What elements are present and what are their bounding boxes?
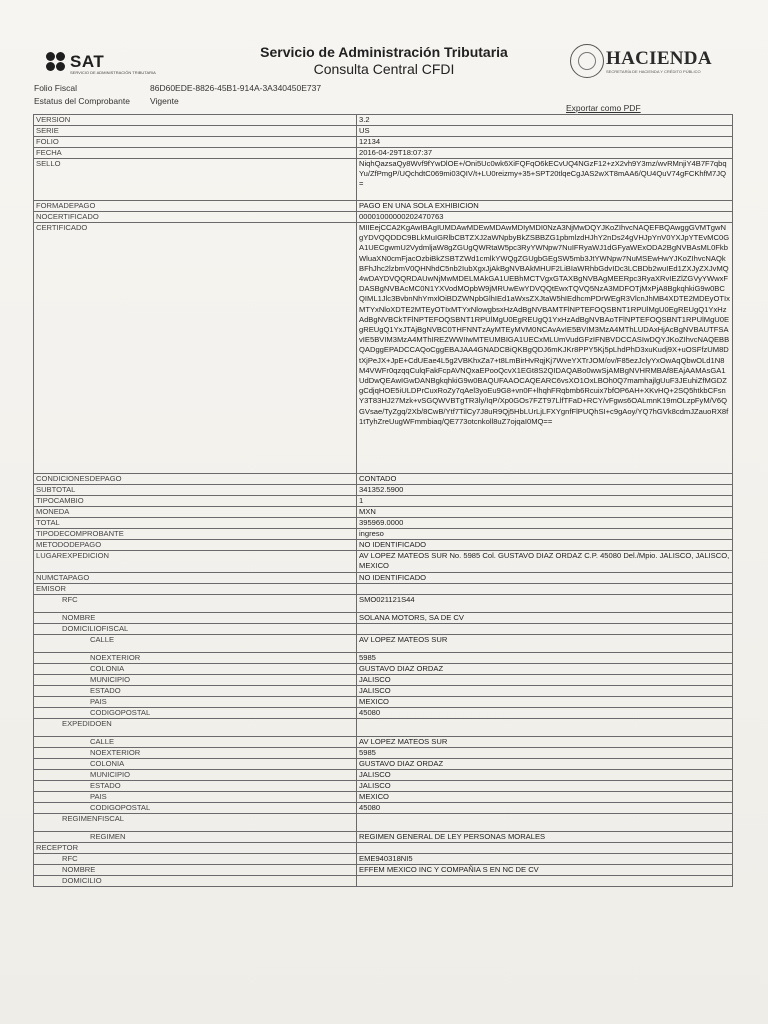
table-row <box>34 832 733 843</box>
field-label: NUMCTAPAGO <box>34 573 357 584</box>
table-row <box>34 595 733 613</box>
field-value: MEXICO <box>357 697 733 708</box>
field-value: MIIEejCCA2KgAwIBAgIUMDAwMDEwMDAwMDIyMDI0NzA3NjMwDQYJKoZIhvcNAQEFBQAwggGVMTgwNgYDVQQDDC9BLkMuIGRlbCBTZXJ2aWNpbyBkZSBBZG1pbmlzdHJhY2nDs24gVHJpYnV0YXJpYTEvMC0GA1UECgwmU2VydmljaW8gZGUgQWRtaW5pc3RyYWNpw7NuIFRyaWJ1dGFyaWExODA2BgNVBAsML0FkbWluaXN0cmFjacOzbiBkZSBTZWd1cmlkYWQgZGUgbGEgSW5mb3JtYWNpw7NuMSEwHwYJKoZIhvcNAQkBFhJhc2lzbmV0QHNhdC5nb2IubXgxJjAkBgNVBAkMHUF2LiBIaWRhbGdvIDc3LCBDb2wuIEd1ZXJyZXJvMQ4wDAYDVQQRDAUwNjMwMDELMAkGA1UEBhMCTVgxGTAXBgNVBAgMEERpc3RyaXRvIEZlZGVyYWwxFDASBgNVBAcMC0N1YXVodMOpbW9jMRUwEwYDVQQtEwxTQVQ5NzA3MDFOTjMxPjA8BgkqhkiG9w0BCQIML1Jlc3BvbnNhYmxlOiBDZWNpbGlhIEd1aWxsZXJtaW5hIEdhcmPDrWEgR3VlcnJhMB4XDTE2MDEyOTIxMTYxNloXDTE2MTEyOTIxMTYxNlowgbsxHzAdBgNVBAMTFlNPTEFOQSBNT1RPUlMgU0EgREUgQ1YxHzAdBgNVBCkTFlNPTEFOQSBNT1RPUlMgU0EgREUgQ1YxHzAdBgNVBAoTFlNPTEFOQSBNT1RPUlMgU0EgREUgQ1YxJTAjBgNVBC0THFNNTzAyMTEyMVM0NCAvAvIE5BVIM3MzA4MThLUDAxHjAcBgNVBAUTFSAvIE5BVIM3MzA4MThIREZWWIIwMTEUMBIGA1UECxMLUmVudGFzIFNBVDCCASIwDQYJKoZIhvcNAQEBBQADggEPADCCAQoCggEBAJAA4GNADCBiQKBgQDJ6mKJKr8PPY5Kj5pLhdPhD3xuKudj9X+uOSFfzUM8DtXjPeJX+JpE+CdUEae4L5g2VBKhxZa7+t8LmBirHvRqjKj7WveYXTrJOM/ov/F85ezJclyYxOwAqQbwOLd1N8M4VWFr0qzqqCulqFakFcpAVNQxaEPooQcvX1EGt8S2QIDAQABo0wwSjAMBgNVHRMBAf8EAjAAMAsGA1UdDwQEAwIGwDANBgkqhkiG9w0BAQUFAAOCAQEARC6vsXO1OxLBOh0Q7mamhajlgUuF3JEuhiZfMGDZgCdjqHOE5iULDPrCuxRoZy7qAel3yoEu9G8+vn0F+lhqhFRqbmb6Rcuix7bfOP6AH+XKvHQ+2SQ5htkbCFsnY3T83HJ27Mzk+vSGQWVBTgTR3ly/IqP/Xp0GOs7FZT97LlfTFaD+RCY/vFgws6OALmnK19mOLzpFyM/V6QGVsae/TyZgq/2Xb/8CwB/Ytf7TilCy7J8uR9Qj5HbLUrLjLFXYgnfFlPUQhSI+c9gAoy/YQ7hGVk8cdmJZauoRX8f1tTyhZreUugWFmmbiaq/QE773otcnkoll8uZ7ojqaI0MQ== <box>357 223 733 474</box>
table-row <box>34 115 733 126</box>
field-label: FOLIO <box>34 137 357 148</box>
table-row <box>34 719 733 737</box>
page-subtitle: Consulta Central CFDI <box>313 61 455 77</box>
field-label: CODIGOPOSTAL <box>34 708 357 719</box>
field-value: NiqhQazsaQy8Wvf9fYwDlOE+/Oni5Uc0wk6XiFQFqO6kECvUQ4NGzF12+zX2vh9Y3mz/wvRMnjiY4B7F7qbqYu/ZfPmgP/UQchdtC069mi03QIV/t+LU0reizmy+35+SPT20tlqeCgJAS2wXT8mAA6/QU4QuV74gFCKhfM7JQ= <box>357 159 733 201</box>
field-label: NOEXTERIOR <box>34 653 357 664</box>
field-value: US <box>357 126 733 137</box>
field-value: AV LOPEZ MATEOS SUR No. 5985 Col. GUSTAVO DIAZ ORDAZ C.P. 45080 Del./Mpio. JALISCO, JALISCO, MEXICO <box>357 551 733 573</box>
field-value: 45080 <box>357 803 733 814</box>
field-value: CONTADO <box>357 474 733 485</box>
field-label: MUNICIPIO <box>34 770 357 781</box>
field-value: EFFEM MEXICO INC Y COMPAÑIA S EN NC DE CV <box>357 865 733 876</box>
export-pdf-link[interactable]: Exportar como PDF <box>566 103 641 113</box>
field-label: REGIMENFISCAL <box>34 814 357 832</box>
field-label: SUBTOTAL <box>34 485 357 496</box>
field-label: RFC <box>34 854 357 865</box>
table-row <box>34 201 733 212</box>
field-label: ESTADO <box>34 686 357 697</box>
field-value: 12134 <box>357 137 733 148</box>
table-row <box>34 675 733 686</box>
field-label: MONEDA <box>34 507 357 518</box>
table-row <box>34 708 733 719</box>
field-label: TIPODECOMPROBANTE <box>34 529 357 540</box>
field-label: TOTAL <box>34 518 357 529</box>
field-label: RECEPTOR <box>34 843 357 854</box>
field-label: DOMICILIO <box>34 876 357 887</box>
table-row <box>34 854 733 865</box>
field-label: FECHA <box>34 148 357 159</box>
field-value: JALISCO <box>357 675 733 686</box>
field-label: CALLE <box>34 737 357 748</box>
field-value: 3.2 <box>357 115 733 126</box>
table-row <box>34 843 733 854</box>
field-value: EME940318NI5 <box>357 854 733 865</box>
table-row <box>34 759 733 770</box>
field-value: MXN <box>357 507 733 518</box>
table-row <box>34 540 733 551</box>
field-value: REGIMEN GENERAL DE LEY PERSONAS MORALES <box>357 832 733 843</box>
field-label: SELLO <box>34 159 357 201</box>
table-row <box>34 613 733 624</box>
table-row <box>34 137 733 148</box>
field-value: 5985 <box>357 748 733 759</box>
table-row <box>34 664 733 675</box>
hacienda-logo-subtitle: SECRETARÍA DE HACIENDA Y CRÉDITO PÚBLICO <box>606 69 701 74</box>
field-value: 45080 <box>357 708 733 719</box>
table-row <box>34 814 733 832</box>
field-value: GUSTAVO DIAZ ORDAZ <box>357 759 733 770</box>
field-value: 2016-04-29T18:07:37 <box>357 148 733 159</box>
field-value: AV LOPEZ MATEOS SUR <box>357 635 733 653</box>
estatus-row <box>34 96 179 106</box>
field-label: SERIE <box>34 126 357 137</box>
field-label: RFC <box>34 595 357 613</box>
hacienda-logo <box>570 44 720 78</box>
field-value: GUSTAVO DIAZ ORDAZ <box>357 664 733 675</box>
field-label: CODIGOPOSTAL <box>34 803 357 814</box>
table-row <box>34 748 733 759</box>
field-label: PAIS <box>34 792 357 803</box>
estatus-value: Vigente <box>150 96 179 106</box>
table-row <box>34 792 733 803</box>
field-value <box>357 814 733 832</box>
field-label: NOMBRE <box>34 613 357 624</box>
field-label: ESTADO <box>34 781 357 792</box>
field-value: JALISCO <box>357 686 733 697</box>
field-label: FORMADEPAGO <box>34 201 357 212</box>
field-value <box>357 843 733 854</box>
field-value: 341352.5900 <box>357 485 733 496</box>
folio-fiscal-label: Folio Fiscal <box>34 83 77 93</box>
table-row <box>34 573 733 584</box>
field-label: NOMBRE <box>34 865 357 876</box>
field-label: REGIMEN <box>34 832 357 843</box>
folio-fiscal-value: 86D60EDE-8826-45B1-914A-3A340450E737 <box>150 83 322 93</box>
table-row <box>34 529 733 540</box>
field-value: JALISCO <box>357 770 733 781</box>
field-value <box>357 719 733 737</box>
national-seal-icon <box>570 44 604 78</box>
field-value: AV LOPEZ MATEOS SUR <box>357 737 733 748</box>
field-label: COLONIA <box>34 664 357 675</box>
table-row <box>34 507 733 518</box>
field-value: NO IDENTIFICADO <box>357 573 733 584</box>
field-label: LUGAREXPEDICION <box>34 551 357 573</box>
table-row <box>34 474 733 485</box>
field-label: PAIS <box>34 697 357 708</box>
field-value: MEXICO <box>357 792 733 803</box>
table-row <box>34 653 733 664</box>
cfdi-table <box>33 114 733 887</box>
sat-logo-text: SAT <box>70 52 105 71</box>
field-label: NOCERTIFICADO <box>34 212 357 223</box>
table-row <box>34 551 733 573</box>
table-row <box>34 737 733 748</box>
table-row <box>34 126 733 137</box>
table-row <box>34 584 733 595</box>
table-row <box>34 781 733 792</box>
field-value: JALISCO <box>357 781 733 792</box>
field-label: EXPEDIDOEN <box>34 719 357 737</box>
field-value <box>357 584 733 595</box>
field-value: 5985 <box>357 653 733 664</box>
field-label: CALLE <box>34 635 357 653</box>
field-label: TIPOCAMBIO <box>34 496 357 507</box>
table-row <box>34 485 733 496</box>
table-row <box>34 770 733 781</box>
field-value <box>357 876 733 887</box>
hacienda-logo-text: HACIENDA <box>606 48 712 69</box>
estatus-label: Estatus del Comprobante <box>34 96 130 106</box>
field-value: NO IDENTIFICADO <box>357 540 733 551</box>
table-row <box>34 876 733 887</box>
table-row <box>34 686 733 697</box>
field-label: CERTIFICADO <box>34 223 357 474</box>
field-value: SOLANA MOTORS, SA DE CV <box>357 613 733 624</box>
field-value: PAGO EN UNA SOLA EXHIBICION <box>357 201 733 212</box>
table-row <box>34 865 733 876</box>
field-value <box>357 624 733 635</box>
field-label: COLONIA <box>34 759 357 770</box>
table-row <box>34 496 733 507</box>
page-title: Servicio de Administración Tributaria <box>260 44 508 60</box>
field-label: DOMICILIOFISCAL <box>34 624 357 635</box>
table-row <box>34 148 733 159</box>
table-row <box>34 803 733 814</box>
field-label: CONDICIONESDEPAGO <box>34 474 357 485</box>
field-value: SMO021121S44 <box>357 595 733 613</box>
field-label: METODODEPAGO <box>34 540 357 551</box>
field-value: 395969.0000 <box>357 518 733 529</box>
sat-logo-subtitle: SERVICIO DE ADMINISTRACIÓN TRIBUTARIA <box>70 70 156 75</box>
table-row <box>34 159 733 201</box>
field-label: VERSION <box>34 115 357 126</box>
table-row <box>34 212 733 223</box>
table-row <box>34 223 733 474</box>
field-value: 00001000000202470763 <box>357 212 733 223</box>
field-label: MUNICIPIO <box>34 675 357 686</box>
table-row <box>34 697 733 708</box>
field-value: ingreso <box>357 529 733 540</box>
table-row <box>34 624 733 635</box>
field-label: NOEXTERIOR <box>34 748 357 759</box>
table-row <box>34 635 733 653</box>
table-row <box>34 518 733 529</box>
folio-fiscal-row <box>34 83 321 93</box>
field-value: 1 <box>357 496 733 507</box>
field-label: EMISOR <box>34 584 357 595</box>
